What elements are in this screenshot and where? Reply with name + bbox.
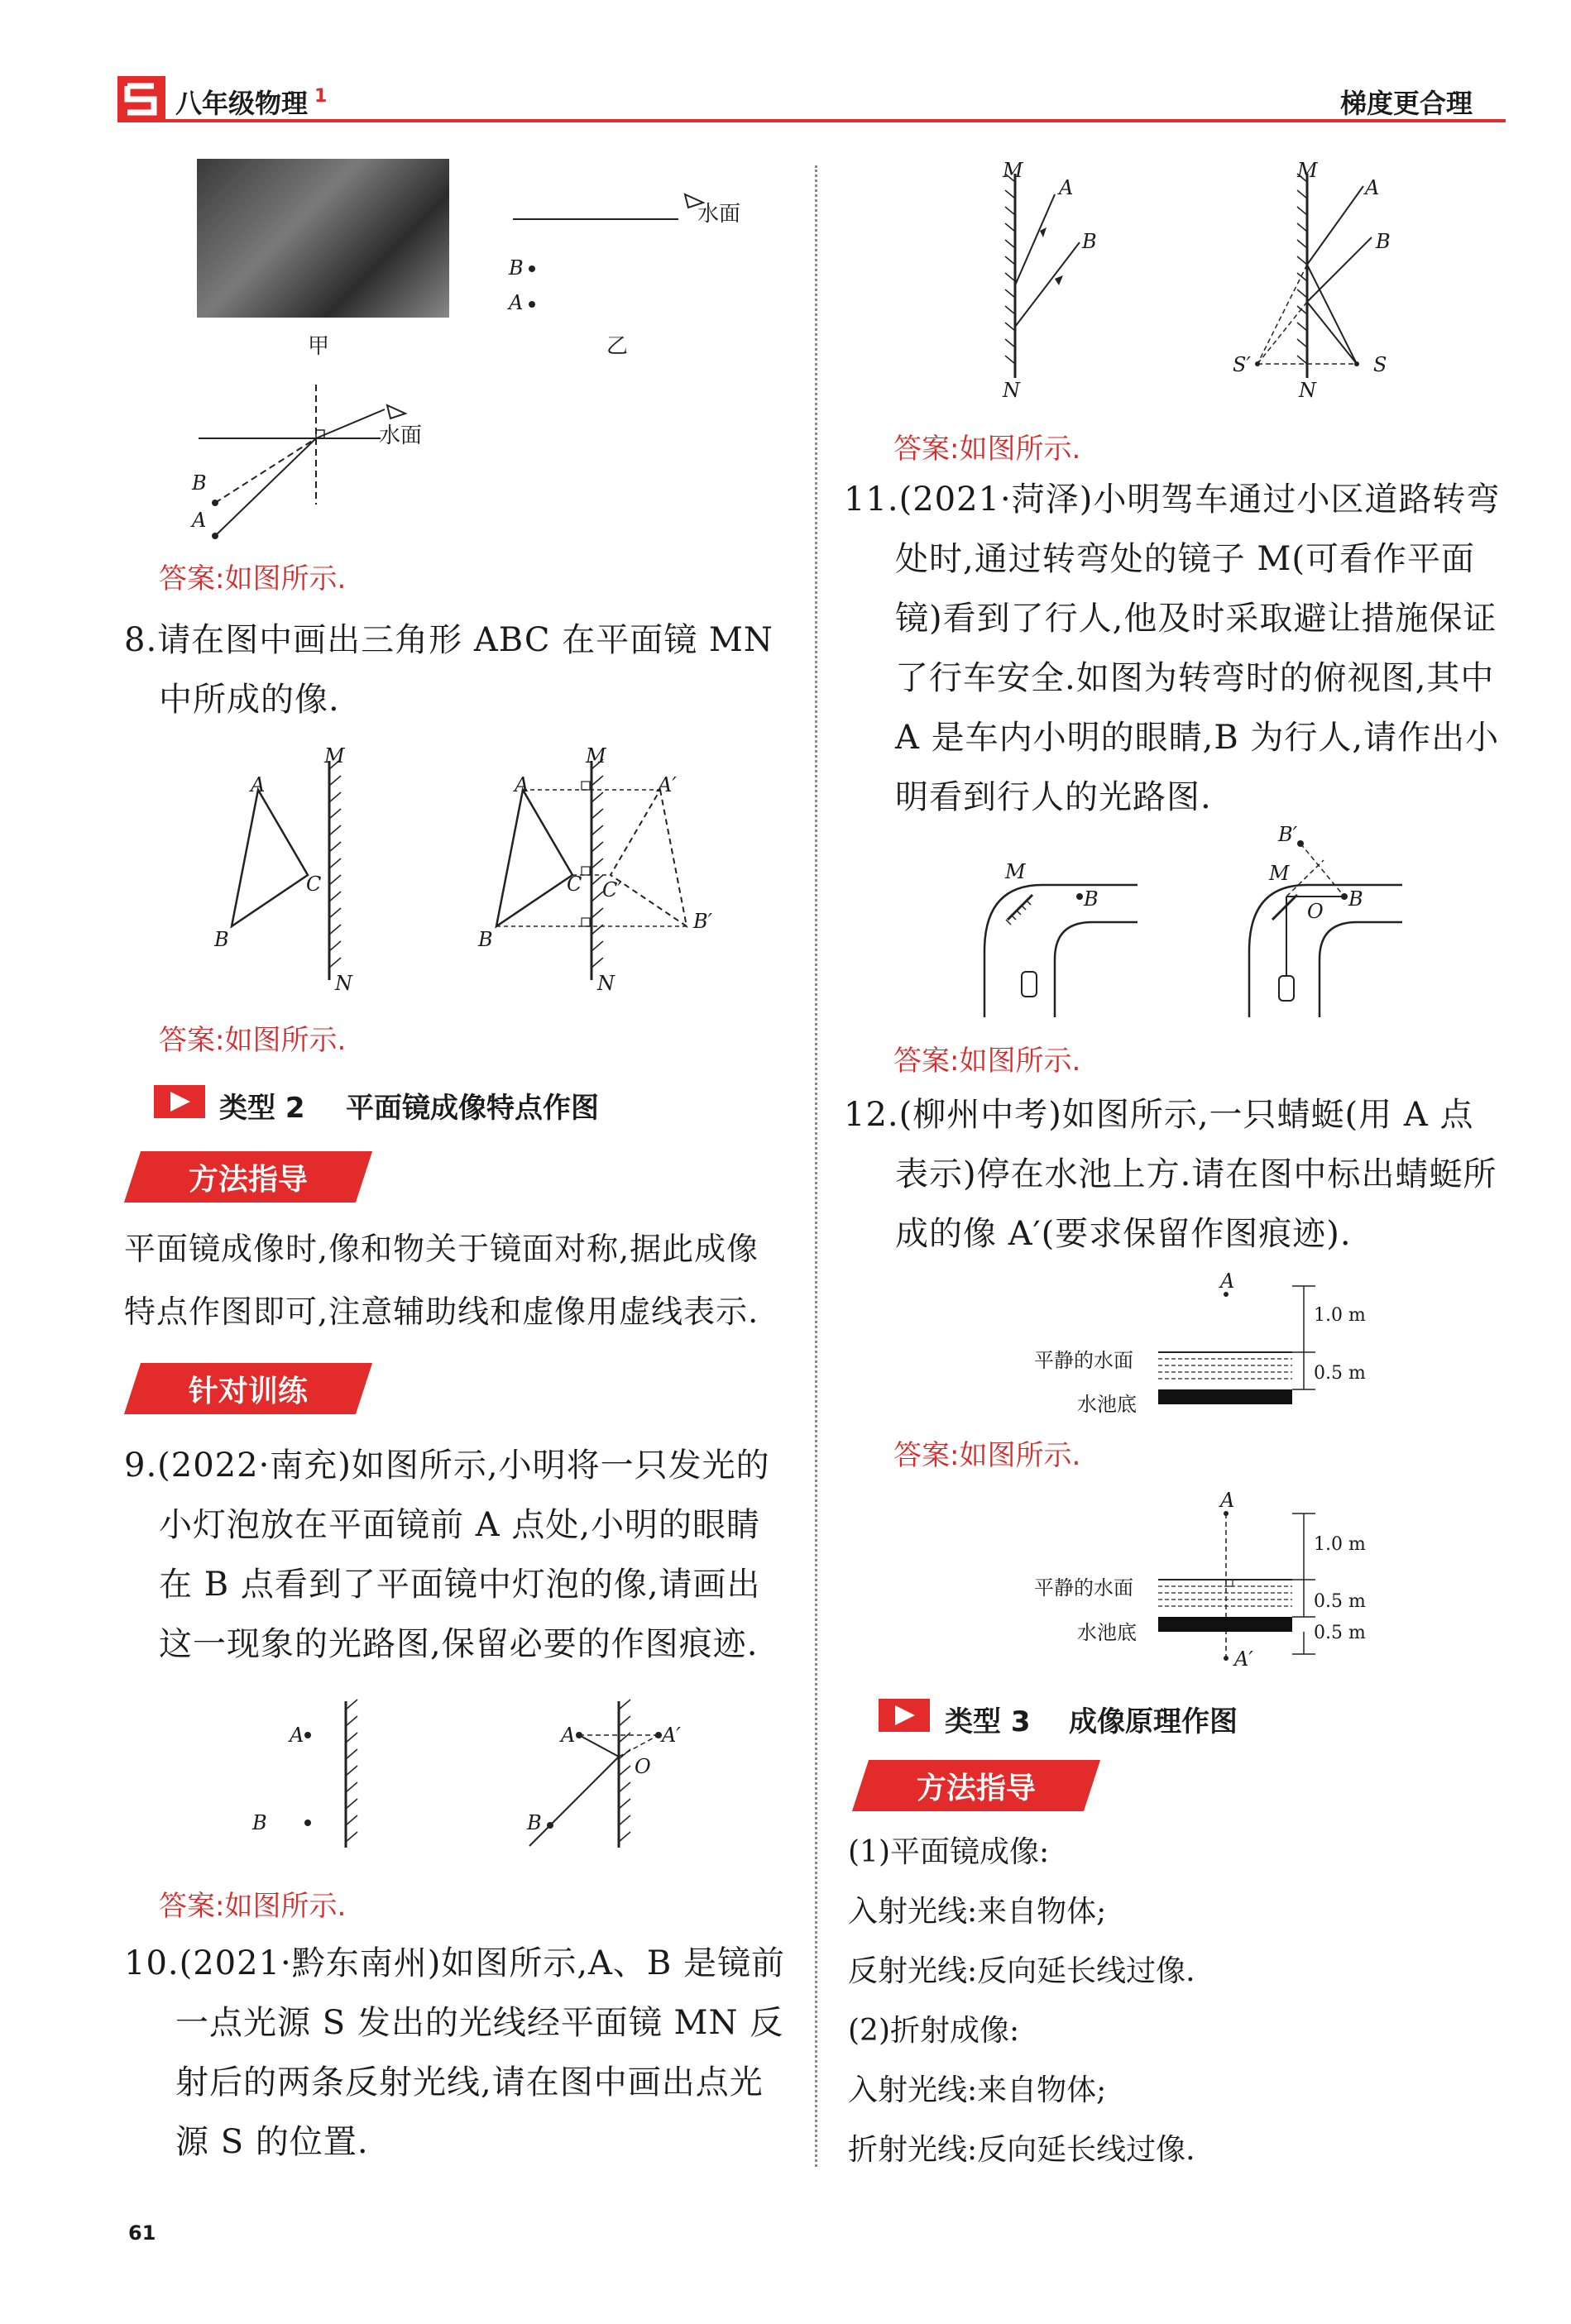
- figure-7-answer: [190, 380, 455, 546]
- q10-M: M: [1003, 159, 1023, 182]
- q12-ans-d1: 1.0 m: [1314, 1534, 1366, 1555]
- figure-7-yi: [496, 165, 778, 356]
- figure-10-question: [989, 161, 1113, 393]
- q8-ans-N: N: [597, 972, 615, 995]
- q12-ans-bottom: 水池底: [1077, 1621, 1137, 1644]
- water-label-2: 水面: [379, 423, 423, 448]
- figure-11-question: [976, 860, 1158, 1026]
- q11-line-6: 明看到行人的光路图.: [895, 778, 1212, 816]
- question-8: [124, 610, 786, 729]
- method-r-line-2: 入射光线:来自物体;: [848, 1895, 1107, 1929]
- q12-line-1: 12.(柳州中考)如图所示,一只蜻蜓(用 A 点: [844, 1096, 1474, 1134]
- q11-line-2: 处时,通过转弯处的镜子 M(可看作平面: [895, 540, 1475, 578]
- method-r-line-5: 入射光线:来自物体;: [848, 2073, 1107, 2107]
- method-r-line-1: (1)平面镜成像:: [848, 1835, 1050, 1869]
- q9-ans-A2: A′: [662, 1724, 681, 1747]
- answer-12: 答案:如图所示.: [893, 1439, 1081, 1472]
- method-r-line-6: 折射光线:反向延长线过像.: [848, 2133, 1195, 2167]
- play-icon-2: [879, 1699, 930, 1732]
- publisher-logo-icon: [116, 73, 169, 126]
- q12-d1: 1.0 m: [1314, 1305, 1366, 1326]
- q12-A: A: [1220, 1270, 1235, 1293]
- q9-line-4: 这一现象的光路图,保留必要的作图痕迹.: [159, 1625, 759, 1663]
- type2-label: 类型 2: [219, 1092, 305, 1125]
- q10-line-1: 10.(2021·黔东南州)如图所示,A、B 是镜前: [124, 1944, 786, 1982]
- q12-ans-A2: A′: [1234, 1647, 1253, 1671]
- type2-title: 平面镜成像特点作图: [346, 1092, 599, 1125]
- book-title-sup: 1: [314, 86, 328, 107]
- type3-title: 成像原理作图: [1069, 1705, 1238, 1738]
- figure-11-answer: [1241, 827, 1423, 1026]
- water-label-1: 水面: [697, 202, 741, 227]
- q8-ans-C: C: [567, 873, 582, 896]
- label-B-1: B: [509, 256, 524, 280]
- q10-ans-S2: S′: [1233, 353, 1251, 376]
- q10-ans-B: B: [1376, 230, 1391, 253]
- figure-12-answer: [1150, 1497, 1390, 1679]
- q8-N: N: [335, 972, 352, 995]
- method-text-left: [124, 1217, 786, 1343]
- figure-12-question: [1150, 1270, 1390, 1418]
- q9-line-2: 小灯泡放在平面镜前 A 点处,小明的眼睛: [159, 1506, 761, 1544]
- q10-B: B: [1082, 230, 1097, 253]
- q12-water: 平静的水面: [1034, 1349, 1133, 1372]
- q12-ans-A: A: [1220, 1489, 1235, 1512]
- header-rule: [165, 119, 1506, 122]
- q8-ans-A2: A′: [658, 773, 677, 796]
- q12-ans-water: 平静的水面: [1034, 1576, 1133, 1600]
- boat-photo: [197, 159, 449, 318]
- method-banner-right: 方法指导: [852, 1760, 1100, 1811]
- q8-ans-B: B: [478, 928, 493, 951]
- q9-ans-A: A: [561, 1724, 576, 1747]
- answer-8: 答案:如图所示.: [159, 1024, 347, 1057]
- q9-B: B: [252, 1811, 267, 1834]
- q9-A: A: [290, 1724, 304, 1747]
- q10-line-3: 射后的两条反射光线,请在图中画出点光: [175, 2063, 764, 2102]
- practice-banner: 针对训练: [124, 1363, 372, 1414]
- answer-11: 答案:如图所示.: [893, 1045, 1081, 1078]
- page-number: 61: [128, 2221, 156, 2245]
- q11-ans-B2: B′: [1278, 823, 1298, 846]
- q10-ans-N: N: [1299, 379, 1316, 402]
- figure-9-question: [273, 1697, 372, 1854]
- method-r-line-3: 反射光线:反向延长线过像.: [848, 1954, 1195, 1988]
- header: [116, 73, 1506, 131]
- q9-ans-B: B: [527, 1811, 542, 1834]
- method-line-2: 特点作图即可,注意辅助线和虚像用虚线表示.: [124, 1294, 759, 1330]
- label-A-1: A: [509, 291, 524, 314]
- q11-line-1: 11.(2021·菏泽)小明驾车通过小区道路转弯: [844, 481, 1501, 519]
- q11-line-5: A 是车内小明的眼睛,B 为行人,请作出小: [895, 719, 1500, 757]
- q8-ans-M: M: [586, 744, 606, 767]
- method-r-line-4: (2)折射成像:: [848, 2014, 1020, 2048]
- q8-B: B: [214, 928, 229, 951]
- q11-M: M: [1005, 860, 1026, 883]
- q10-ans-A: A: [1365, 176, 1380, 199]
- q11-ans-B: B: [1348, 887, 1363, 911]
- method-line-1: 平面镜成像时,像和物关于镜面对称,据此成像: [124, 1231, 759, 1267]
- figure-8-question: [207, 744, 356, 992]
- q9-ans-O: O: [635, 1755, 651, 1778]
- q9-line-3: 在 B 点看到了平面镜中灯泡的像,请画出: [159, 1566, 761, 1604]
- answer-9: 答案:如图所示.: [159, 1890, 347, 1923]
- answer-7: 答案:如图所示.: [159, 562, 347, 595]
- play-icon: [154, 1085, 205, 1118]
- q10-N: N: [1003, 379, 1020, 402]
- method-text-right: [848, 1823, 1510, 2180]
- question-12: [844, 1085, 1506, 1264]
- q11-line-4: 了行车安全.如图为转弯时的俯视图,其中: [895, 659, 1495, 697]
- q9-line-1: 9.(2022·南充)如图所示,小明将一只发光的: [124, 1447, 770, 1485]
- column-divider: [815, 165, 817, 2167]
- q8-line-1: 8.请在图中画出三角形 ABC 在平面镜 MN: [124, 621, 774, 659]
- label-B-2: B: [192, 471, 207, 495]
- q12-d2: 0.5 m: [1314, 1363, 1366, 1384]
- q8-M: M: [324, 744, 345, 767]
- q10-ans-M: M: [1297, 159, 1318, 182]
- q12-ans-d3: 0.5 m: [1314, 1623, 1366, 1643]
- label-jia: 甲: [308, 334, 330, 359]
- q12-ans-d2: 0.5 m: [1314, 1591, 1366, 1612]
- answer-10: 答案:如图所示.: [893, 433, 1081, 466]
- method-banner-left: 方法指导: [124, 1151, 372, 1203]
- q12-line-2: 表示)停在水池上方.请在图中标出蜻蜓所: [895, 1155, 1497, 1193]
- q11-ans-M: M: [1269, 862, 1290, 885]
- q8-line-2: 中所成的像.: [159, 681, 340, 719]
- type3-label: 类型 3: [945, 1705, 1031, 1738]
- label-A-2: A: [192, 509, 207, 532]
- q11-B: B: [1084, 887, 1099, 911]
- q10-line-4: 源 S 的位置.: [175, 2123, 369, 2161]
- q11-line-3: 镜)看到了行人,他及时采取避让措施保证: [895, 600, 1497, 638]
- q8-ans-B2: B′: [693, 910, 713, 933]
- q12-bottom: 水池底: [1077, 1393, 1137, 1416]
- q8-ans-C2: C′: [602, 878, 622, 901]
- q10-A: A: [1059, 176, 1074, 199]
- q8-C: C: [306, 873, 322, 896]
- header-slogan: 梯度更合理: [1340, 88, 1473, 119]
- q10-ans-S: S: [1373, 353, 1387, 376]
- q10-line-2: 一点光源 S 发出的光线经平面镜 MN 反: [175, 2004, 784, 2042]
- q11-ans-O: O: [1307, 900, 1324, 923]
- q8-ans-A: A: [515, 773, 529, 796]
- label-yi: 乙: [606, 334, 629, 359]
- question-10: [124, 1934, 794, 2172]
- q12-line-3: 成的像 A′(要求保留作图痕迹).: [895, 1215, 1352, 1253]
- q8-A: A: [251, 773, 266, 796]
- figure-8-answer: [472, 744, 736, 992]
- book-title: 八年级物理: [175, 88, 309, 119]
- question-9: [124, 1436, 786, 1674]
- question-11: [844, 470, 1506, 827]
